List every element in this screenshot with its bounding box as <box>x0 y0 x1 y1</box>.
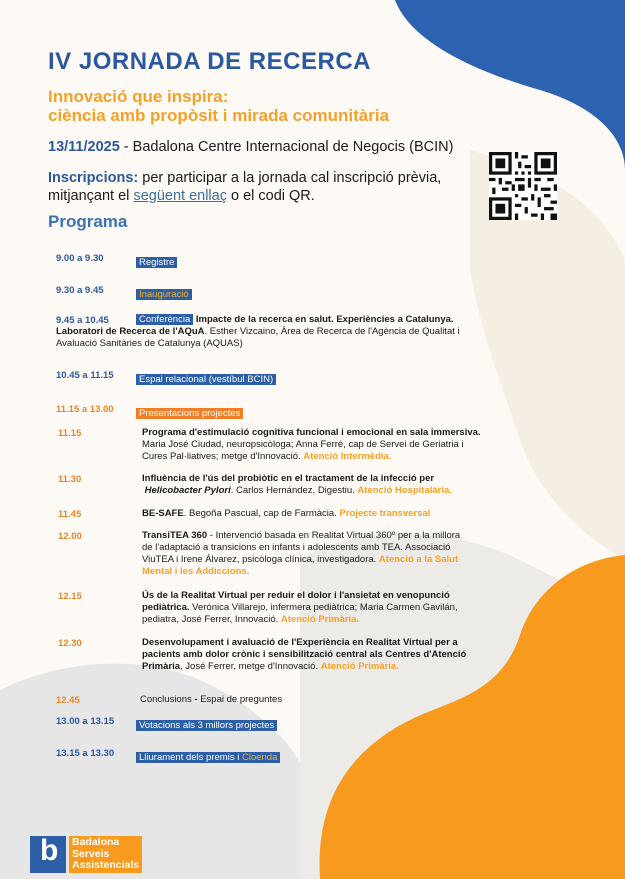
time-slot: 11.15 a 13.00 <box>56 404 114 415</box>
project-authors: . Carlos Hernández, Digestiu. <box>230 485 358 496</box>
conclusions-sep: - <box>191 694 201 705</box>
logo-line-1: Badalona <box>72 836 120 848</box>
time-slot: 11.45 <box>58 509 82 520</box>
registration-link[interactable]: següent enllaç <box>133 188 227 204</box>
time-slot: 13.00 a 13.15 <box>56 716 115 727</box>
registre-tag: Registre <box>136 257 177 268</box>
project-area: Atenció Intermèdia. <box>303 451 392 462</box>
programa-heading: Programa <box>48 212 128 231</box>
time-slot: 12.30 <box>58 638 82 649</box>
project-area: Atenció Primària. <box>320 661 399 672</box>
logo-letter: b <box>40 834 59 867</box>
date-separator: - <box>119 139 133 155</box>
time-slot: 12.00 <box>58 531 82 542</box>
registration-info <box>48 169 468 205</box>
logo-icon <box>30 836 66 873</box>
project-title: Ús de la Realitat Virtual per reduir el dolor i l'ansietat en venopunció <box>142 590 450 601</box>
subtitle <box>48 87 389 125</box>
conclusions <box>140 694 282 706</box>
project-title: BE-SAFE <box>142 508 184 519</box>
project-title-italic: Helicobacter Pylori <box>144 485 231 496</box>
conference-speaker: . Esther Vizcaino, Àrea de Recerca de l'Agència de Qualitat i <box>204 326 460 337</box>
time-slot: 10.45 a 11.15 <box>56 370 114 381</box>
project-authors: , José Ferrer, metge d'Innovació. <box>180 661 321 672</box>
project-area: Atenció a la Salut <box>378 554 459 565</box>
project-authors-2: Cures Pal·liatives; metge d'Innovació. <box>142 451 304 462</box>
registration-text: per participar a la jornada cal inscripció prèvia, <box>138 170 442 186</box>
project-item <box>142 427 542 463</box>
conclusions-label: Conclusions <box>140 694 192 705</box>
event-venue: Badalona Centre Internacional de Negocis (BCIN) <box>132 139 454 155</box>
project-item <box>142 590 542 626</box>
time-slot: 12.15 <box>58 591 82 602</box>
project-desc-2: de l'adaptació a transicions en infants i adolescents amb TEA. Associació <box>142 542 451 553</box>
lliurament-tag <box>136 752 280 763</box>
lliurament-text: Lliurament dels premis i <box>139 752 242 763</box>
subtitle-line-1: Innovació que inspira: <box>48 87 229 106</box>
time-slot: 11.15 <box>58 428 82 439</box>
project-title: Programa d'estimulació cognitiva funcional i emocional en sala immersiva. <box>142 427 481 438</box>
subtitle-line-2: ciència amb propòsit i mirada comunitària <box>48 106 390 125</box>
event-date: 13/11/2025 <box>48 139 120 155</box>
registration-label: Inscripcions: <box>48 170 139 186</box>
project-title: Influència de l'ús del probiòtic en el tractament de la infecció per <box>142 473 435 484</box>
badalona-logo <box>30 836 155 873</box>
project-authors: ViuTEA i Irene Álvarez, psicòloga clínica, investigadora. <box>142 554 379 565</box>
project-title: Desenvolupament i avaluació de l'Experiència en Realitat Virtual per a <box>142 637 458 648</box>
project-title-3: Primària <box>142 661 181 672</box>
time-slot: 9.00 a 9.30 <box>56 253 104 264</box>
logo-line-3: Assistencials <box>72 859 140 871</box>
conference-block <box>56 314 526 350</box>
time-slot: 9.30 a 9.45 <box>56 285 104 296</box>
project-desc: - Intervenció basada en Realitat Virtual 360º per a la millora <box>207 530 461 541</box>
project-authors: Verónica Villarejo, infermera pediàtrica; Maria Carmen Gavilán, <box>189 602 458 613</box>
conference-speaker-line3: Avaluació Sanitàries de Catalunya (AQUAS) <box>56 338 243 349</box>
project-item <box>142 508 542 520</box>
project-title: TransiTEA 360 <box>142 530 208 541</box>
espai-relacional-tag: Espai relacional (vestíbul BCIN) <box>136 374 276 385</box>
time-slot: 12.45 <box>56 695 80 706</box>
project-item <box>142 473 542 497</box>
project-authors: Maria José Ciudad, neuropsicòloga; Anna Ferré, cap de Servei de Geriatria i <box>142 439 464 450</box>
presentacions-tag: Presentacions projectes <box>136 408 243 419</box>
logo-line-2: Serveis <box>72 847 110 860</box>
project-title-2: pediàtrica. <box>142 602 190 613</box>
inauguracio-tag: Inauguració <box>136 289 192 300</box>
project-area: Atenció Hospitalària. <box>357 485 452 496</box>
project-item <box>142 637 542 673</box>
registration-text-2: mitjançant el <box>48 188 134 204</box>
cloenda-text: Cloenda <box>241 752 278 763</box>
time-slot: 9.45 a 10.45 <box>56 315 109 326</box>
preguntes-label: Espai de preguntes <box>200 694 283 705</box>
registration-text-3: o el codi QR. <box>226 188 315 204</box>
project-area-2: Mental i les Addiccions. <box>142 566 250 577</box>
project-title-2: pacients amb dolor crònic i sensibilització central als Centres d'Atenció <box>142 649 467 660</box>
event-date-venue <box>48 139 453 155</box>
time-slot: 13.15 a 13.30 <box>56 748 115 759</box>
project-area: Atenció Primària. <box>280 614 360 625</box>
project-authors: . Begoña Pascual, cap de Farmàcia. <box>183 508 340 519</box>
logo-text <box>69 836 142 873</box>
votacions-tag: Votacions als 3 millors projectes <box>136 720 277 731</box>
project-authors-2: pediatra, José Ferrer, Innovació. <box>142 614 281 625</box>
project-item <box>142 530 542 578</box>
conference-speaker-org: Laboratori de Recerca de l'AQuA <box>56 326 205 337</box>
project-area: Projecte transversal <box>339 508 431 519</box>
time-slot: 11.30 <box>58 474 82 485</box>
conference-title: Impacte de la recerca en salut. Experiències a Catalunya. <box>193 314 454 325</box>
conferencia-tag: Conferència <box>136 314 193 325</box>
page-title: IV JORNADA DE RECERCA <box>48 48 371 75</box>
qr-code[interactable] <box>489 152 557 220</box>
